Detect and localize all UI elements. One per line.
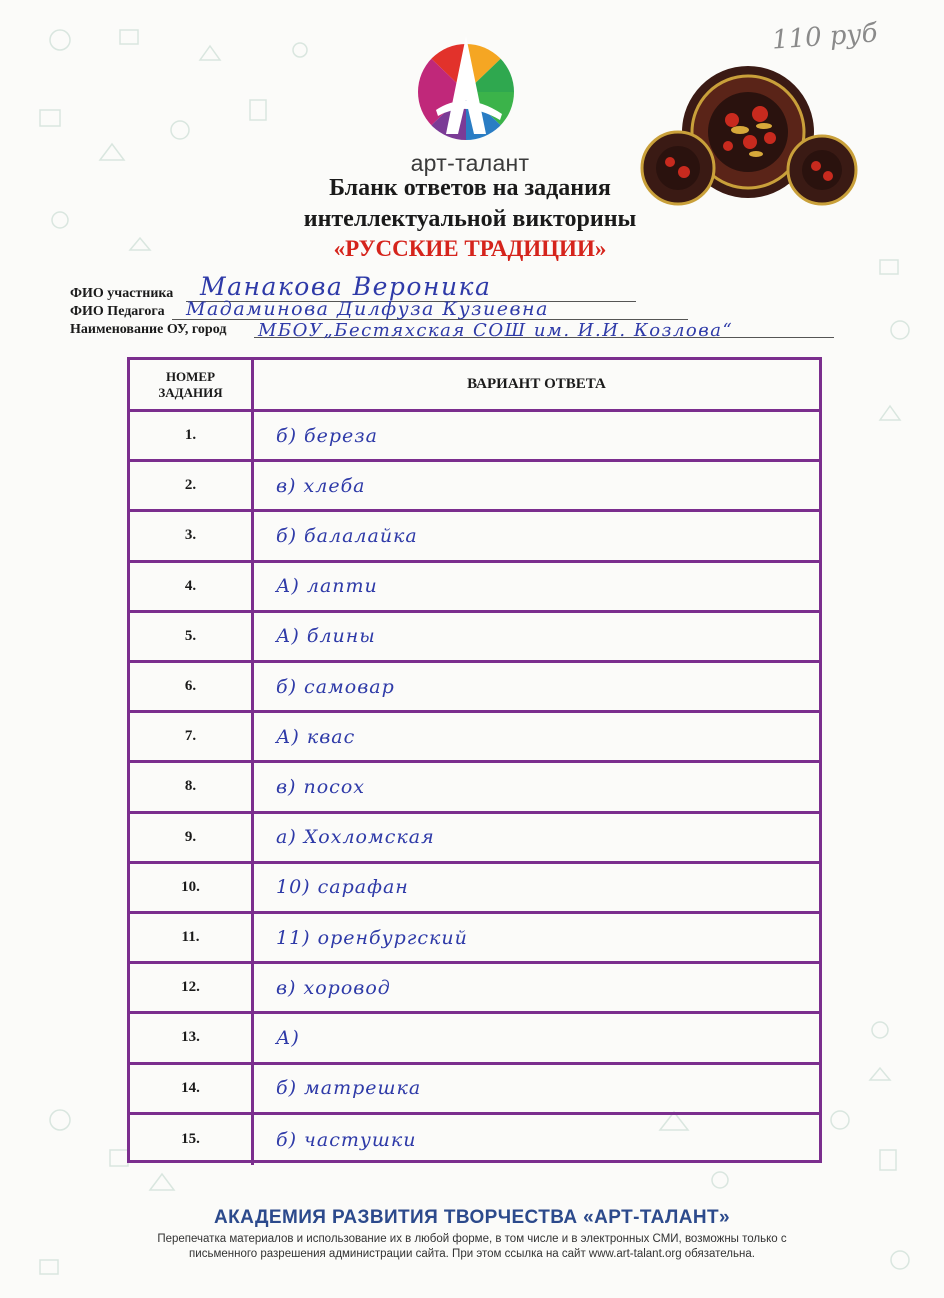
task-number: 1.: [130, 412, 254, 459]
table-row: [130, 462, 819, 512]
school-value: МБОУ„Бестяхская СОШ им. И.И. Козлова“: [258, 320, 734, 341]
answer-value: А) блины: [276, 625, 376, 648]
table-row: [130, 814, 819, 864]
answer-table: [127, 357, 822, 1163]
table-row: [130, 512, 819, 562]
disclaimer-line-1: Перепечатка материалов и использование их в любой форме, в том числе и в электронных СМИ, возможны только с: [157, 1233, 787, 1245]
answer-value: 11) оренбургский: [276, 926, 468, 949]
participant-label: ФИО участника: [70, 286, 174, 301]
header-number-cell: [130, 360, 254, 409]
title-line-2: интеллектуальной викторины: [303, 206, 637, 232]
header-number-line2: ЗАДАНИЯ: [158, 384, 223, 400]
table-header-row: [130, 360, 819, 412]
table-row: [130, 763, 819, 813]
art-talant-logo: [416, 30, 516, 150]
brand-name: арт-талант: [410, 150, 530, 176]
answer-value: б) частушки: [276, 1128, 417, 1151]
table-row: [130, 713, 819, 763]
table-row: [130, 864, 819, 914]
answer-value: в) хоровод: [276, 976, 391, 999]
task-number: 10.: [130, 864, 254, 911]
answer-value: б) балалайка: [276, 524, 418, 547]
khokhloma-plates-image: [640, 62, 860, 212]
table-row: [130, 412, 819, 462]
table-row: [130, 964, 819, 1014]
answer-value: б) самовар: [276, 675, 395, 698]
table-row: [130, 914, 819, 964]
task-number: 15.: [130, 1115, 254, 1165]
answer-value: б) береза: [276, 424, 378, 447]
quiz-title: «РУССКИЕ ТРАДИЦИИ»: [333, 236, 607, 261]
header-answer-cell: ВАРИАНТ ОТВЕТА: [467, 376, 606, 392]
answer-value: 10) сарафан: [276, 876, 409, 899]
table-row: [130, 1115, 819, 1165]
title-line-1: Бланк ответов на задания: [329, 175, 611, 201]
task-number: 6.: [130, 663, 254, 710]
table-row: [130, 663, 819, 713]
task-number: 14.: [130, 1065, 254, 1112]
task-number: 7.: [130, 713, 254, 760]
task-number: 8.: [130, 763, 254, 810]
table-row: [130, 1065, 819, 1115]
task-number: 3.: [130, 512, 254, 559]
task-number: 13.: [130, 1014, 254, 1061]
task-number: 2.: [130, 462, 254, 509]
answer-value: А): [276, 1026, 300, 1049]
table-row: [130, 1014, 819, 1064]
disclaimer-line-2: письменного разрешения администрации сайта. При этом ссылка на сайт www.art-talant.org обязательна.: [189, 1248, 755, 1260]
task-number: 9.: [130, 814, 254, 861]
price-note: 110 руб: [771, 18, 879, 56]
task-number: 5.: [130, 613, 254, 660]
teacher-value: Мадаминова Дилфуза Кузиевна: [186, 298, 549, 320]
header-number-line1: НОМЕР: [165, 368, 216, 384]
task-number: 4.: [130, 563, 254, 610]
table-row: [130, 563, 819, 613]
task-number: 11.: [130, 914, 254, 961]
answer-value: А) лапти: [276, 575, 378, 598]
answer-value: в) посох: [276, 775, 365, 798]
table-row: [130, 613, 819, 663]
participant-value: Манакова Вероника: [200, 272, 492, 301]
answer-value: в) хлеба: [276, 474, 366, 497]
teacher-label: ФИО Педагога: [70, 304, 165, 319]
answer-value: а) Хохломская: [276, 826, 435, 849]
answer-value: А) квас: [276, 725, 356, 748]
school-label: Наименование ОУ, город: [70, 322, 227, 337]
academy-name: АКАДЕМИЯ РАЗВИТИЯ ТВОРЧЕСТВА «АРТ-ТАЛАНТ»: [214, 1207, 730, 1228]
answer-value: б) матрешка: [276, 1077, 422, 1100]
task-number: 12.: [130, 964, 254, 1011]
copyright-disclaimer: [90, 1232, 854, 1262]
